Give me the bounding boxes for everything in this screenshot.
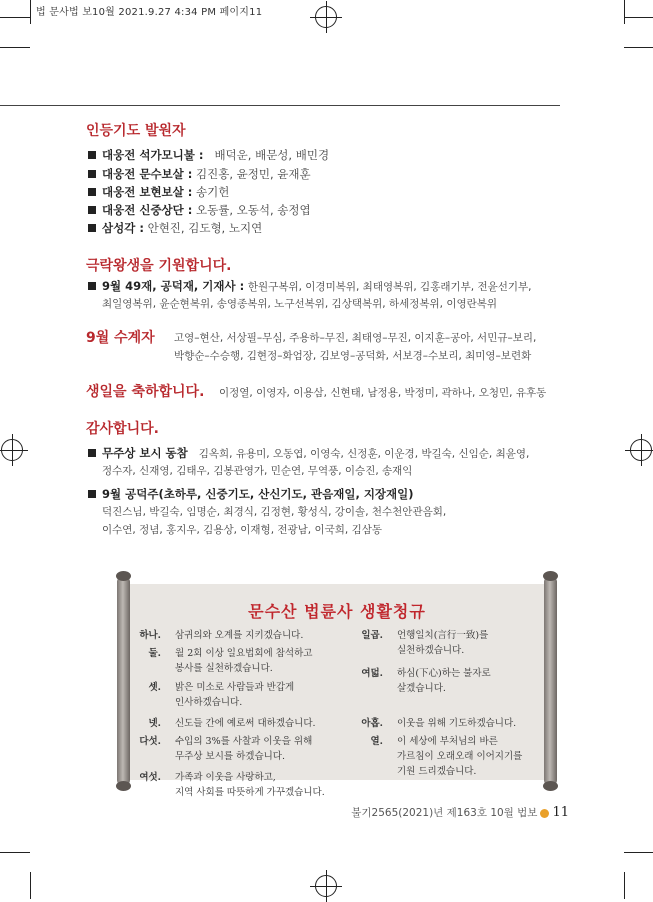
rule-number: 하나. (139, 630, 161, 641)
rule-text: 밝은 미소로 사람들과 반갑게 (175, 682, 295, 693)
page-footer (351, 805, 569, 820)
rule-text: 월 2회 이상 일요법회에 참석하고 (175, 648, 313, 659)
rule-text: 인사하겠습니다. (175, 697, 243, 708)
crop-mark (30, 872, 31, 899)
crop-mark (624, 852, 653, 853)
crop-mark (624, 17, 653, 18)
bullet-icon (88, 282, 96, 290)
registration-mark (315, 6, 337, 28)
rule-text: 실천하겠습니다. (397, 645, 465, 656)
rule-number: 둘. (148, 648, 161, 659)
page-number: 11 (552, 805, 569, 820)
precepts-line-1: 고영–현산, 서상필–무심, 주용하–무진, 최태영–무진, 이지훈–공아, 서민규–보리, (174, 332, 537, 344)
list-item-continuation: 최일영복위, 윤순현복위, 송영종복위, 노구선복위, 김상택복위, 하세정복위, 이영란복위 (102, 298, 498, 310)
rule-text: 하심(下心)하는 불자로 (397, 668, 491, 679)
rule-text: 가족과 이웃을 사랑하고, (175, 772, 276, 783)
scroll-roller-right (544, 576, 557, 786)
birthday-names: 이정열, 이영자, 이용삼, 신현태, 남정용, 박정미, 곽하나, 오청민, 유후동 (219, 387, 547, 399)
list-item-continuation: 이수연, 정념, 홍지우, 김용상, 이재형, 전광남, 이국희, 김삼동 (102, 524, 383, 536)
scroll-roller-left (117, 576, 130, 786)
section-heading-birthday: 생일을 축하합니다. (86, 384, 205, 400)
bullet-icon (88, 224, 96, 232)
footer-text: 불기2565(2021)년 제163호 10월 법보 (351, 807, 538, 819)
rule-number: 다섯. (139, 736, 161, 747)
crop-mark (624, 0, 625, 24)
list-item: 대웅전 문수보살 : 김진홍, 윤정민, 윤재훈 (88, 166, 311, 182)
list-item-continuation: 덕진스님, 박길숙, 임명순, 최경식, 김정현, 황성식, 강이솔, 천수천안관음회, (102, 506, 447, 518)
section-heading-rebirth: 극락왕생을 기원합니다. (86, 258, 232, 274)
rule-number: 일곱. (361, 630, 383, 641)
rule-text: 신도들 간에 예로써 대하겠습니다. (175, 718, 316, 729)
rule-text: 언행일치(言行一致)를 (397, 630, 489, 641)
rule-text: 가르침이 오래오래 이어지기를 (397, 751, 523, 762)
top-rule (0, 105, 560, 106)
crop-mark (30, 0, 31, 24)
list-item: 9월 49재, 공덕재, 기재사 : 한원구복위, 이경미복위, 최태영복위, 김홍래기부, 전윤선기부, (88, 278, 532, 294)
dharma-wheel-icon (540, 809, 549, 818)
house-rules-scroll (117, 576, 557, 798)
section-heading-thanks: 감사합니다. (86, 421, 159, 437)
bullet-icon (88, 490, 96, 498)
rule-number: 여덟. (361, 668, 383, 679)
rule-number: 넷. (148, 718, 161, 729)
bullet-icon (88, 206, 96, 214)
crop-mark (624, 872, 625, 899)
bullet-icon (88, 188, 96, 196)
bullet-icon (88, 170, 96, 178)
crop-mark (0, 47, 30, 48)
rule-text: 삼귀의와 오계를 지키겠습니다. (175, 630, 304, 641)
crop-mark (0, 17, 30, 18)
list-item: 삼성각 : 안현진, 김도형, 노지연 (88, 220, 262, 236)
rule-text: 기원 드리겠습니다. (397, 766, 477, 777)
rule-text: 봉사를 실천하겠습니다. (175, 663, 273, 674)
print-header: 법 문사법 보10월 2021.9.27 4:34 PM 페이지11 (36, 7, 263, 18)
list-item: 대웅전 석가모니불 : 배덕운, 배문성, 배민경 (88, 147, 329, 163)
list-item: 대웅전 신중상단 : 오동률, 오동석, 송정엽 (88, 202, 311, 218)
rule-number: 여섯. (139, 772, 161, 783)
rule-number: 아홉. (361, 718, 383, 729)
rule-number: 셋. (148, 682, 161, 693)
crop-mark (624, 47, 653, 48)
rule-text: 이 세상에 부처님의 바른 (397, 736, 498, 747)
bullet-icon (88, 449, 96, 457)
crop-mark (0, 852, 30, 853)
precepts-line-2: 박향순–수승행, 김현정–화엄장, 김보영–공덕화, 서보경–수보리, 최미영–보련화 (174, 350, 532, 362)
bullet-icon (88, 151, 96, 159)
list-item: 대웅전 보현보살 : 송기헌 (88, 184, 229, 200)
rule-text: 이웃을 위해 기도하겠습니다. (397, 718, 517, 729)
list-item-continuation: 정수자, 신재영, 김태우, 김봉관영가, 민순연, 무역풍, 이승진, 송재익 (102, 465, 413, 477)
rule-text: 지역 사회를 따뜻하게 가꾸겠습니다. (175, 787, 325, 798)
section-heading-precepts: 9월 수계자 (86, 330, 155, 346)
rule-text: 살겠습니다. (397, 683, 446, 694)
list-item: 무주상 보시 동참 김옥희, 유용미, 오동엽, 이영숙, 신정훈, 이운경, 박길숙, 신임순, 최윤영, (88, 445, 529, 461)
scroll-paper (129, 584, 545, 798)
registration-mark (315, 875, 337, 897)
rule-text: 수입의 3%를 사찰과 이웃을 위해 (175, 736, 313, 747)
rule-text: 무주상 보시를 하겠습니다. (175, 751, 286, 762)
scroll-title: 문수산 법륜사 생활청규 (248, 602, 426, 621)
rule-number: 열. (370, 736, 383, 747)
registration-mark (1, 439, 23, 461)
registration-mark (630, 439, 652, 461)
list-item: 9월 공덕주(초하루, 신중기도, 산신기도, 관음재일, 지장재일) (88, 486, 414, 502)
section-heading-lantern-donors: 인등기도 발원자 (86, 123, 186, 139)
